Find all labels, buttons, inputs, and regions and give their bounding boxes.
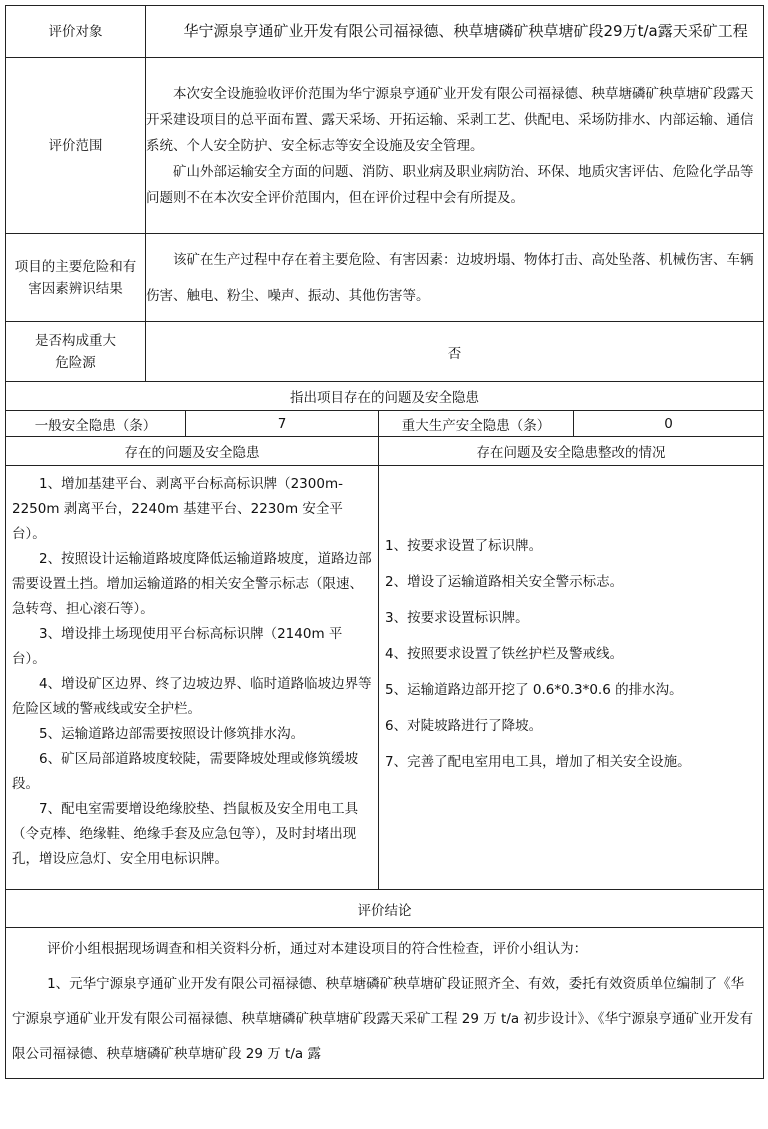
major-hazard-count-label: 重大生产安全隐患（条）	[379, 411, 574, 437]
conclusion-paragraph-2: 1、元华宁源泉亨通矿业开发有限公司福禄德、秧草塘磷矿秧草塘矿段证照齐全、有效，委托有效资质单位编制了《华宁源泉亨通矿业开发有限公司福禄德、秧草塘磷矿秧草塘矿段露天采矿工程 29 万 t/a 初步设计》、《华宁源泉亨通矿业开发有限公司福禄德、秧草塘磷矿秧草塘矿段 29 万 t/a 露	[12, 976, 753, 1062]
row-issue-counts	[6, 411, 764, 437]
row-object	[6, 6, 764, 58]
hazards-text: 该矿在生产过程中存在着主要危险、有害因素：边坡坍塌、物体打击、高处坠落、机械伤害、车辆伤害、触电、粉尘、噪声、振动、其他伤害等。	[146, 251, 754, 304]
fix-item: 4、按照要求设置了铁丝护栏及警戒线。	[385, 646, 624, 662]
fixes-list	[379, 466, 763, 792]
scope-value	[146, 58, 764, 234]
row-scope	[6, 58, 764, 234]
problem-item: 5、运输道路边部需要按照设计修筑排水沟。	[39, 726, 305, 742]
row-hazards	[6, 234, 764, 322]
evaluation-table	[5, 5, 764, 1079]
scope-paragraph-2: 矿山外部运输安全方面的问题、消防、职业病及职业病防治、环保、地质灾害评估、危险化学品等问题则不在本次安全评价范围内，但在评价过程中会有所提及。	[146, 163, 754, 206]
problem-item: 6、矿区局部道路坡度较陡，需要降坡处理或修筑缓坡段。	[12, 751, 359, 792]
row-conclusion	[6, 928, 764, 1079]
fix-item: 5、运输道路边部开挖了 0.6*0.3*0.6 的排水沟。	[385, 682, 683, 698]
problem-item: 1、增加基建平台、剥离平台标高标识牌（2300m-2250m 剥离平台，2240m 基建平台、2230m 安全平台）。	[12, 476, 343, 542]
object-value	[146, 6, 764, 58]
fixes-header: 存在问题及安全隐患整改的情况	[379, 437, 764, 466]
major-hazard-value: 否	[146, 322, 764, 382]
evaluation-form	[5, 5, 763, 1079]
hazards-label: 项目的主要危险和有害因素辨识结果	[6, 234, 146, 322]
row-column-headers	[6, 437, 764, 466]
row-issues-title	[6, 382, 764, 411]
fix-item: 6、对陡坡路进行了降坡。	[385, 718, 543, 734]
object-text: 华宁源泉亨通矿业开发有限公司福禄德、秧草塘磷矿秧草塘矿段29万t/a露天采矿工程	[183, 22, 748, 40]
hazards-value	[146, 234, 764, 322]
scope-label: 评价范围	[6, 58, 146, 234]
row-issue-details	[6, 466, 764, 890]
major-hazard-count: 0	[574, 411, 764, 437]
row-conclusion-title	[6, 890, 764, 928]
fix-item: 7、完善了配电室用电工具，增加了相关安全设施。	[385, 754, 691, 770]
problem-item: 3、增设排土场现使用平台标高标识牌（2140m 平台）。	[12, 626, 343, 667]
fixes-cell	[379, 466, 764, 890]
general-hazard-label: 一般安全隐患（条）	[6, 411, 186, 437]
problem-item: 7、配电室需要增设绝缘胶垫、挡鼠板及安全用电工具（令克棒、绝缘鞋、绝缘手套及应急包等），及时封堵出现孔，增设应急灯、安全用电标识牌。	[12, 801, 359, 867]
conclusion-title: 评价结论	[6, 890, 764, 928]
fix-item: 1、按要求设置了标识牌。	[385, 538, 543, 554]
scope-paragraph-1: 本次安全设施验收评价范围为华宁源泉亨通矿业开发有限公司福禄德、秧草塘磷矿秧草塘矿段露天开采建设项目的总平面布置、露天采场、开拓运输、采剥工艺、供配电、采场防排水、内部运输、通信系统、个人安全防护、安全标志等安全设施及安全管理。	[146, 85, 754, 154]
problems-header: 存在的问题及安全隐患	[6, 437, 379, 466]
problem-item: 2、按照设计运输道路坡度降低运输道路坡度，道路边部需要设置土挡。增加运输道路的相关安全警示标志（限速、急转弯、担心滚石等）。	[12, 551, 372, 617]
conclusion-paragraph-1: 评价小组根据现场调查和相关资料分析，通过对本建设项目的符合性检查，评价小组认为：	[47, 941, 588, 957]
row-major-hazard	[6, 322, 764, 382]
major-hazard-label: 是否构成重大危险源	[6, 322, 146, 382]
object-label: 评价对象	[6, 6, 146, 58]
fix-item: 3、按要求设置标识牌。	[385, 610, 529, 626]
issues-title: 指出项目存在的问题及安全隐患	[6, 382, 764, 411]
problems-list	[6, 466, 378, 878]
problems-cell	[6, 466, 379, 890]
fix-item: 2、增设了运输道路相关安全警示标志。	[385, 574, 624, 590]
problem-item: 4、增设矿区边界、终了边坡边界、临时道路临坡边界等危险区域的警戒线或安全护栏。	[12, 676, 372, 717]
general-hazard-count: 7	[186, 411, 379, 437]
conclusion-cell	[6, 928, 764, 1079]
